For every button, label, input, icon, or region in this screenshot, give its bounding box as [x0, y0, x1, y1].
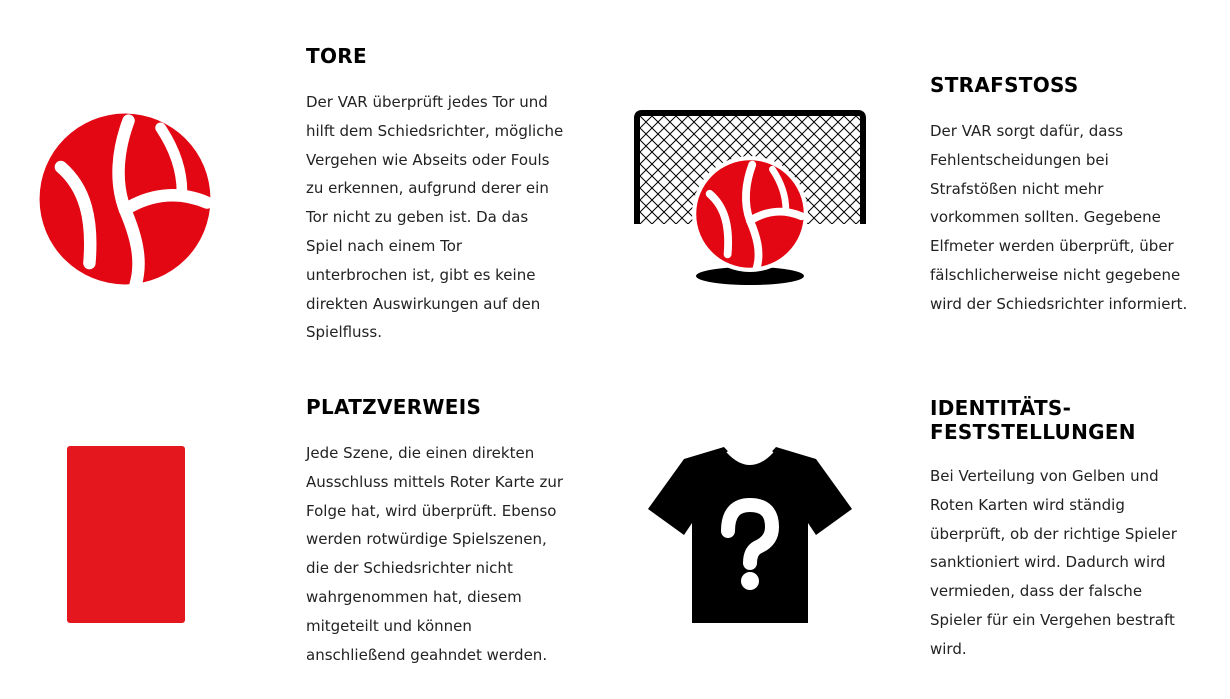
section-tore [306, 44, 596, 347]
section-title: IDENTITÄTS- FESTSTELLUNGEN [930, 396, 1136, 444]
section-text: Der VAR überprüft jedes Tor und hilft dem Schiedsrichter, mögliche Vergehen wie Abseits oder Fouls zu erkennen, aufgrund derer ein Tor nicht zu geben ist. Da das Spiel nach einem Tor unterbrochen ist, gibt es keine direkten Auswirkungen auf den Spielfluss. [306, 93, 564, 342]
section-text: Der VAR sorgt dafür, dass Fehlentscheidungen bei Strafstößen nicht mehr vorkommen sollten. Gegebene Elfmeter werden überprüft, über fälschlicherweise nicht gegebene wird der Schiedsrichter informiert. [930, 122, 1188, 313]
section-text: Bei Verteilung von Gelben und Roten Karten wird ständig überprüft, ob der richtige Spieler sanktioniert wird. Dadurch wird vermieden, dass der falsche Spieler für ein Vergehen bestraft wird. [930, 467, 1177, 658]
section-title: STRAFSTOSS [930, 73, 1079, 97]
goal-with-ball-icon [634, 110, 866, 288]
soccer-ball-icon [36, 110, 214, 288]
section-identitaetsfeststellungen [930, 396, 1220, 664]
jersey-question-icon [646, 445, 854, 625]
section-strafstoss [930, 73, 1220, 319]
section-title: PLATZVERWEIS [306, 395, 482, 419]
section-title: TORE [306, 44, 367, 68]
section-text: Jede Szene, die einen direkten Ausschluss mittels Roter Karte zur Folge hat, wird überprüft. Ebenso werden rotwürdige Spielszenen, die der Schiedsrichter nicht wahrgenommen hat, diesem mitgeteilt und können anschließend geahndet werden. [306, 444, 564, 664]
red-card-icon [67, 446, 185, 623]
section-platzverweis [306, 395, 606, 669]
